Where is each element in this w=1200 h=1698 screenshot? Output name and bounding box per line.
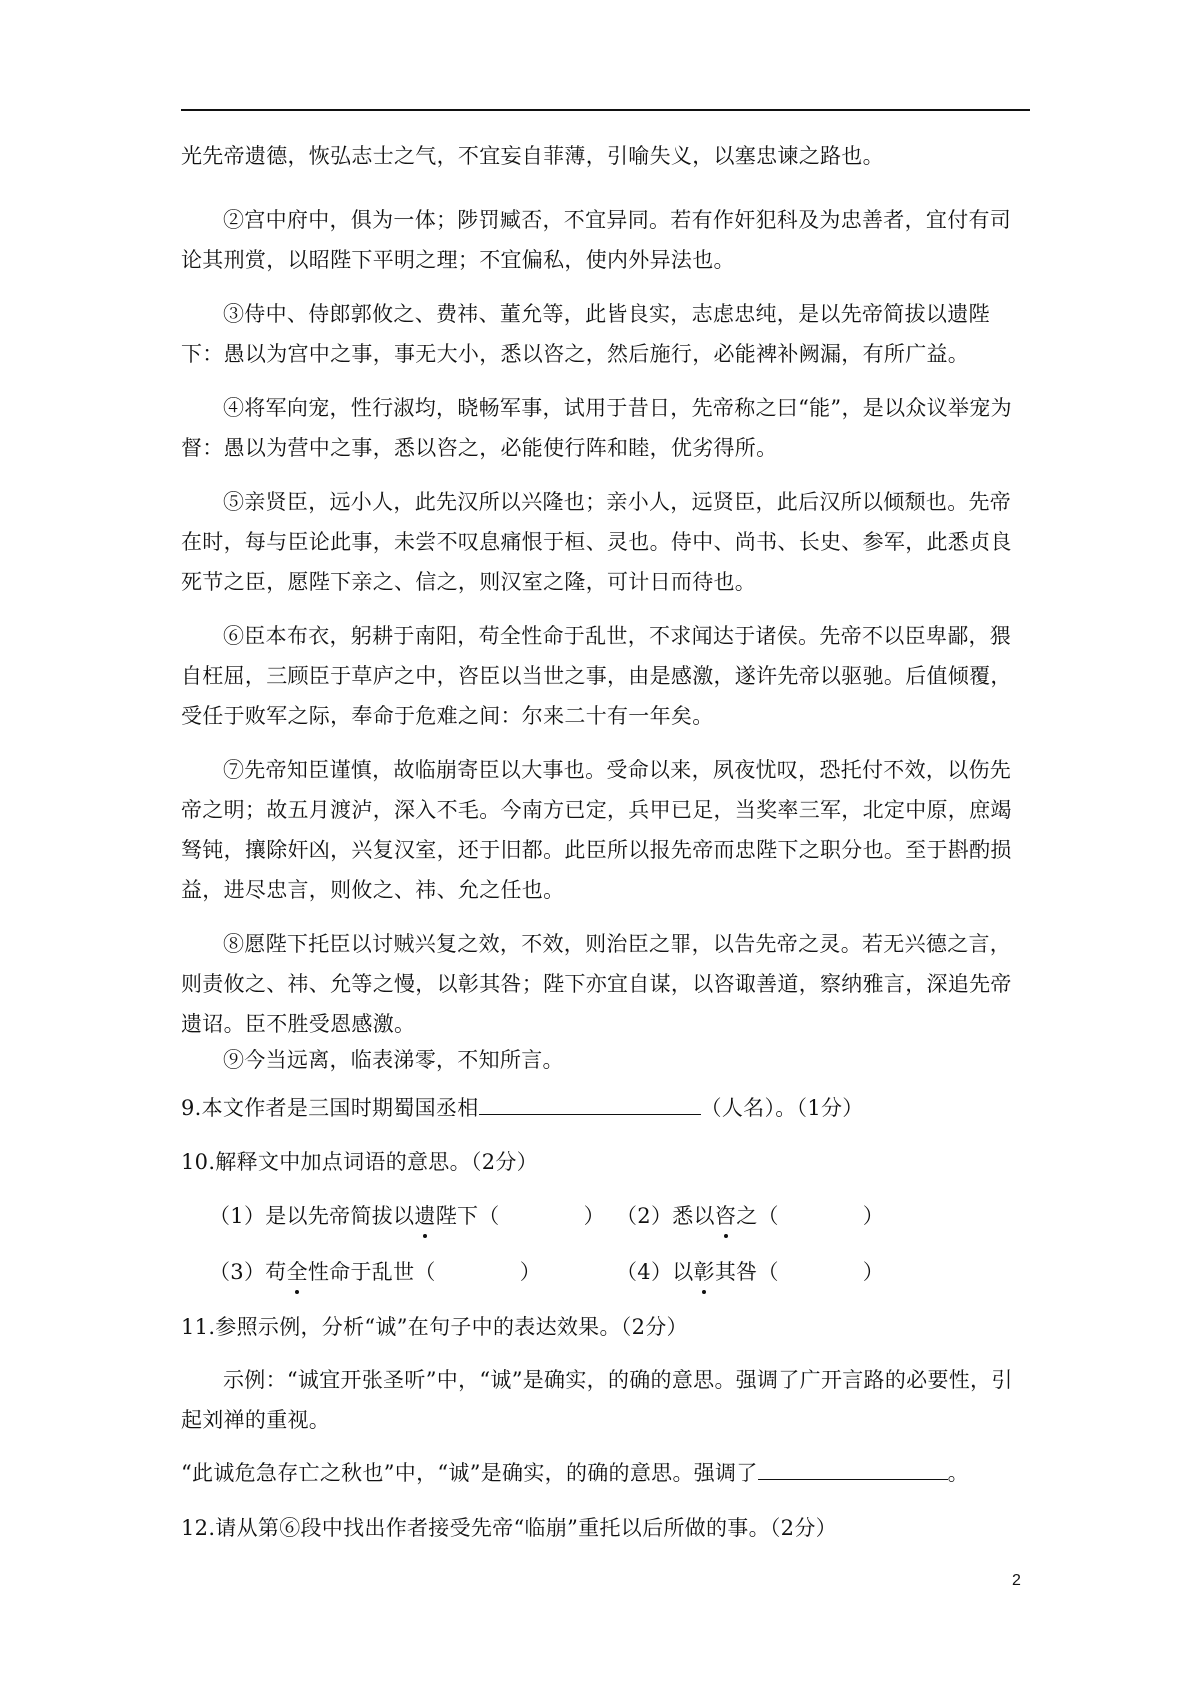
question-11-stem: 11.参照示例，分析“诚”在句子中的表达效果。（2分）	[181, 1315, 688, 1339]
item-2-close: ）	[862, 1204, 885, 1228]
item-4-close: ）	[862, 1260, 885, 1284]
dotted-word-1: 遗	[414, 1201, 435, 1231]
question-9	[181, 1092, 864, 1123]
item-3-post: 性命于乱世（	[307, 1260, 436, 1284]
dotted-word-3: 全	[287, 1257, 308, 1287]
question-10-item-2	[616, 1201, 884, 1231]
item-3-close: ）	[519, 1260, 541, 1284]
paragraph-7: ⑦先帝知臣谨慎，故临崩寄臣以大事也。受命以来，夙夜忧叹，恐托付不效，以伤先帝之明；故五月渡泸，深入不毛。今南方已定，兵甲已足，当奖率三军，北定中原，庶竭驽钝，攘除奸凶，兴复汉室，还于旧都。此臣所以报先帝而忠陛下之职分也。至于斟酌损益，进尽忠言，则攸之、祎、允之任也。	[181, 758, 1012, 902]
answer-blank-11[interactable]	[758, 1457, 948, 1480]
item-4-post: 其咎（	[714, 1260, 779, 1284]
question-9-tail: （人名）。（1分）	[700, 1096, 864, 1120]
question-9-stem: 9.本文作者是三国时期蜀国丞相	[181, 1096, 479, 1120]
item-2-post: 之（	[736, 1204, 779, 1228]
item-1-close: ）	[583, 1204, 605, 1228]
page-number: 2	[1012, 1572, 1021, 1589]
answer-blank-9[interactable]	[479, 1092, 701, 1115]
paragraph-continued: 光先帝遗德，恢弘志士之气，不宜妄自菲薄，引喻失义，以塞忠谏之路也。	[181, 144, 884, 168]
dotted-word-2: 咨	[715, 1201, 736, 1231]
paragraph-5: ⑤亲贤臣，远小人，此先汉所以兴隆也；亲小人，远贤臣，此后汉所以倾颓也。先帝在时，每与臣论此事，未尝不叹息痛恨于桓、灵也。侍中、尚书、长史、参军，此悉贞良死节之臣，愿陛下亲之、信之，则汉室之隆，可计日而待也。	[181, 490, 1012, 594]
question-11-task-end: 。	[947, 1461, 969, 1485]
paragraph-4: ④将军向宠，性行淑均，晓畅军事，试用于昔日，先帝称之曰“能”，是以众议举宠为督：愚以为营中之事，悉以咨之，必能使行阵和睦，优劣得所。	[181, 396, 1012, 460]
dotted-word-4: 彰	[694, 1257, 715, 1287]
header-rule	[181, 109, 1030, 111]
question-10-item-3	[209, 1257, 541, 1287]
item-3-pre: （3）苟	[209, 1260, 287, 1284]
item-2-pre: （2）悉以	[616, 1204, 715, 1228]
question-10-item-1	[209, 1201, 605, 1231]
question-11-task	[181, 1457, 969, 1488]
question-10-item-4	[616, 1257, 884, 1287]
paragraph-3: ③侍中、侍郎郭攸之、费祎、董允等，此皆良实，志虑忠纯，是以先帝简拔以遗陛下：愚以为宫中之事，事无大小，悉以咨之，然后施行，必能裨补阙漏，有所广益。	[181, 302, 990, 366]
paragraph-2: ②宫中府中，俱为一体；陟罚臧否，不宜异同。若有作奸犯科及为忠善者，宜付有司论其刑赏，以昭陛下平明之理；不宜偏私，使内外异法也。	[181, 208, 1012, 272]
question-11-example: 示例：“诚宜开张圣听”中，“诚”是确实，的确的意思。强调了广开言路的必要性，引起刘禅的重视。	[181, 1368, 1013, 1432]
paragraph-8: ⑧愿陛下托臣以讨贼兴复之效，不效，则治臣之罪，以告先帝之灵。若无兴德之言，则责攸之、祎、允等之慢，以彰其咎；陛下亦宜自谋，以咨诹善道，察纳雅言，深追先帝遗诏。臣不胜受恩感激。	[181, 932, 1012, 1036]
paragraph-9: ⑨今当远离，临表涕零，不知所言。	[223, 1048, 564, 1072]
item-1-pre: （1）是以先帝简拔以	[209, 1204, 415, 1228]
item-4-pre: （4）以	[616, 1260, 694, 1284]
paragraph-6: ⑥臣本布衣，躬耕于南阳，苟全性命于乱世，不求闻达于诸侯。先帝不以臣卑鄙，猥自枉屈，三顾臣于草庐之中，咨臣以当世之事，由是感激，遂许先帝以驱驰。后值倾覆，受任于败军之际，奉命于危难之间：尔来二十有一年矣。	[181, 624, 1012, 728]
question-12-stem: 12.请从第⑥段中找出作者接受先帝“临崩”重托以后所做的事。（2分）	[181, 1516, 837, 1540]
question-10-stem: 10.解释文中加点词语的意思。（2分）	[181, 1150, 538, 1174]
item-1-post: 陛下（	[435, 1204, 500, 1228]
question-11-task-text: “此诚危急存亡之秋也”中，“诚”是确实，的确的意思。强调了	[181, 1461, 758, 1485]
